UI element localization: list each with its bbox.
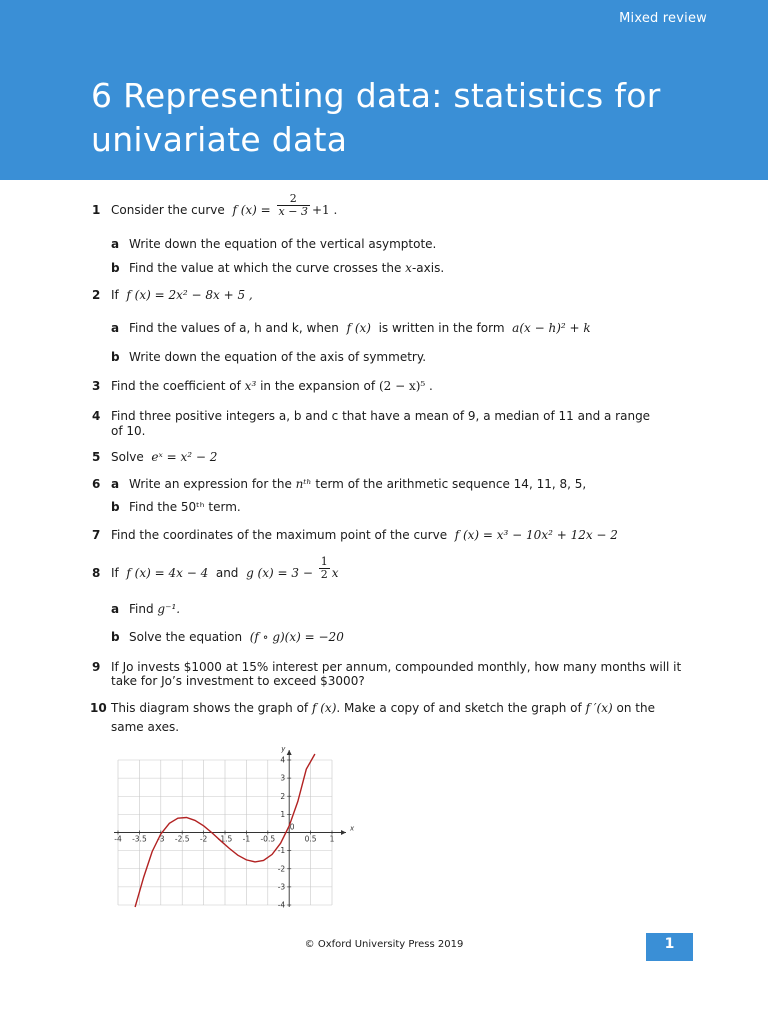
x-tick-label: -2 xyxy=(199,834,208,844)
y-axis-arrow xyxy=(287,750,292,755)
g-expression: g (x) = 3 − xyxy=(246,566,313,580)
question-text: If xyxy=(111,288,119,302)
part-label: a xyxy=(111,321,120,335)
question-number: 10 xyxy=(90,701,107,715)
y-tick-label: 1 xyxy=(280,809,286,819)
y-axis-label: y xyxy=(281,745,286,753)
y-tick-label: -4 xyxy=(277,900,286,910)
function-notation: f (x) xyxy=(311,701,337,715)
function-graph xyxy=(110,742,355,912)
question-number: 6 xyxy=(92,477,101,491)
y-tick-label: 4 xyxy=(280,755,286,765)
question-number: 5 xyxy=(92,450,101,464)
x-tick-label: 1 xyxy=(329,834,335,844)
x-tick-label: -3 xyxy=(157,834,165,844)
part-label: a xyxy=(111,602,120,616)
question-number: 4 xyxy=(92,409,101,423)
part-text: Write down the equation of the vertical asymptote. xyxy=(129,237,437,251)
page-number: 1 xyxy=(646,933,693,961)
question-text-line1: If Jo invests $1000 at 15% interest per annum, compounded monthly, how many months will it xyxy=(111,660,682,674)
part-text: Write down the equation of the axis of symmetry. xyxy=(129,350,427,364)
copyright-notice: © Oxford University Press 2019 xyxy=(304,939,464,950)
x-tick-label: 0 xyxy=(289,822,295,832)
equation: eˣ = x² − 2 xyxy=(151,450,218,464)
inverse-notation: g⁻¹. xyxy=(157,602,181,616)
nth-term: nᵗʰ xyxy=(295,477,312,491)
graph-axes xyxy=(114,745,355,907)
question-number: 2 xyxy=(92,288,101,302)
question-number: 1 xyxy=(92,203,101,217)
y-tick-label: 3 xyxy=(280,773,286,783)
question-number: 3 xyxy=(92,379,101,393)
part-label: b xyxy=(111,350,120,364)
part-label: b xyxy=(111,630,120,644)
part-text: Find the 50ᵗʰ term. xyxy=(129,500,241,514)
part-text-mid: is written in the form xyxy=(378,321,505,335)
x-tick-label: -0.5 xyxy=(260,834,276,844)
y-tick-label: -1 xyxy=(277,846,286,856)
chapter-title-line1: 6 Representing data: statistics for xyxy=(91,76,661,115)
part-text: Find the values of a, h and k, when xyxy=(129,321,339,335)
binomial-expression: (2 − x)⁵ . xyxy=(378,379,433,393)
chapter-title-line2: univariate data xyxy=(91,120,348,159)
function-expression: f (x) = 2x² − 8x + 5 , xyxy=(126,288,253,302)
derivative-notation: f ′(x) xyxy=(585,701,613,715)
part-label: b xyxy=(111,500,120,514)
expression-tail: +1 . xyxy=(311,203,338,217)
y-tick-label: 2 xyxy=(280,791,286,801)
x-tick-label: 0.5 xyxy=(304,834,317,844)
chapter-title xyxy=(91,74,661,162)
part-label: b xyxy=(111,261,120,275)
term-variable: x³ xyxy=(244,379,257,393)
question-text: Consider the curve xyxy=(111,203,225,217)
y-tick-label: -3 xyxy=(277,882,286,892)
x-axis-label: x xyxy=(350,824,355,833)
x-tick-label: -2.5 xyxy=(174,834,190,844)
f-expression: f (x) = 4x − 4 xyxy=(126,566,209,580)
header-banner xyxy=(0,0,768,180)
part-label: a xyxy=(111,477,120,491)
question-text-line2: same axes. xyxy=(111,720,180,734)
question-text-line2: take for Jo’s investment to exceed $3000? xyxy=(111,674,365,688)
cubic-expression: f (x) = x³ − 10x² + 12x − 2 xyxy=(454,528,618,542)
vertex-form: a(x − h)² + k xyxy=(512,321,591,335)
x-axis-arrow xyxy=(341,830,346,835)
question-number: 9 xyxy=(92,660,101,674)
section-tag: Mixed review xyxy=(619,11,707,26)
question-number: 8 xyxy=(92,566,101,580)
function-notation: f (x) xyxy=(346,321,371,335)
part-label: a xyxy=(111,237,120,251)
x-tick-label: -4 xyxy=(114,834,122,844)
composite-equation: (f ∘ g)(x) = −20 xyxy=(249,630,344,644)
question-text: Find three positive integers a, b and c that have a mean of 9, a median of 11 and a range of 10. xyxy=(111,409,651,438)
x-tick-label: -1 xyxy=(242,834,251,844)
fraction: $\frac{2}{x - 3}$ xyxy=(278,192,308,218)
part-text: Find the value at which the curve crosses the x-axis. xyxy=(129,261,445,275)
y-tick-label: -2 xyxy=(277,864,286,874)
function-expression: f (x) = xyxy=(232,203,271,217)
fraction: $\frac{1}{2}$ xyxy=(320,555,328,581)
x-tick-label: -1.5 xyxy=(217,834,233,844)
x-tick-label: -3.5 xyxy=(132,834,147,844)
question-number: 7 xyxy=(92,528,101,542)
